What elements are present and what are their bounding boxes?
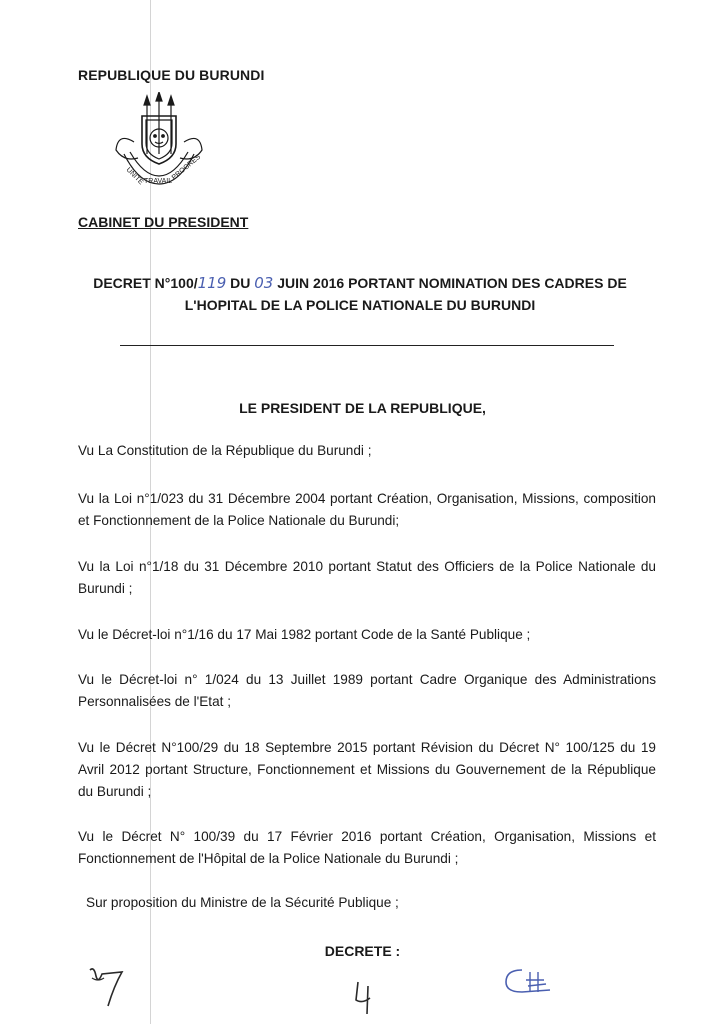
paragraph-decret-2015: Vu le Décret N°100/29 du 18 Septembre 2015 portant Révision du Décret N° 100/125 du 19 Avril 2012 portant Structure, Fonctionnement et Missions du Gouvernement de la République du Burundi ; — [78, 740, 656, 799]
paragraph-decret-loi-1982: Vu le Décret-loi n°1/16 du 17 Mai 1982 portant Code de la Santé Publique ; — [78, 627, 531, 642]
motto-center: TRAVAIL — [144, 178, 173, 185]
paragraph-decret-2016: Vu le Décret N° 100/39 du 17 Février 2016 portant Création, Organisation, Missions et Fonctionnement de l'Hôpital de la Police Nationale du Burundi ; — [78, 829, 656, 866]
handwritten-signature-icon — [500, 962, 560, 1002]
decree-day-handwritten: 03 — [254, 274, 274, 292]
paragraph-decret-loi-1989: Vu le Décret-loi n° 1/024 du 13 Juillet 1989 portant Cadre Organique des Administrations Personnalisées de l'Etat ; — [78, 672, 656, 709]
decree-rest-line1: JUIN 2016 PORTANT NOMINATION DES CADRES DE — [273, 275, 627, 291]
country-heading: REPUBLIQUE DU BURUNDI — [78, 67, 265, 83]
title-divider — [120, 345, 614, 346]
coat-of-arms-icon — [104, 92, 214, 192]
decree-number-handwritten: 119 — [197, 274, 227, 292]
paragraph-loi-2004: Vu la Loi n°1/023 du 31 Décembre 2004 portant Création, Organisation, Missions, composition et Fonctionnement de la Police Nationale du Burundi; — [78, 491, 656, 528]
decree-title-line1 — [60, 272, 660, 294]
paragraph-loi-2010: Vu la Loi n°1/18 du 31 Décembre 2010 portant Statut des Officiers de la Police Nationale du Burundi ; — [78, 559, 656, 596]
motto-left: UNITE — [124, 166, 145, 187]
motto-right: PROGRES — [170, 153, 203, 182]
paragraph-constitution: Vu La Constitution de la République du Burundi ; — [78, 443, 372, 458]
handwritten-initials-icon — [84, 962, 134, 1012]
president-heading: LE PRESIDENT DE LA REPUBLIQUE, — [239, 400, 486, 416]
handwritten-page-number-icon — [350, 978, 376, 1018]
decree-title-line2: L'HOPITAL DE LA POLICE NATIONALE DU BURUNDI — [184, 297, 536, 313]
decree-title — [60, 272, 660, 316]
decree-du: DU — [226, 275, 255, 291]
paragraph-proposition: Sur proposition du Ministre de la Sécurité Publique ; — [86, 895, 399, 910]
decrete-heading: DECRETE : — [324, 943, 401, 959]
cabinet-heading: CABINET DU PRESIDENT — [78, 214, 249, 230]
decree-prefix: DECRET N°100/ — [93, 275, 198, 291]
